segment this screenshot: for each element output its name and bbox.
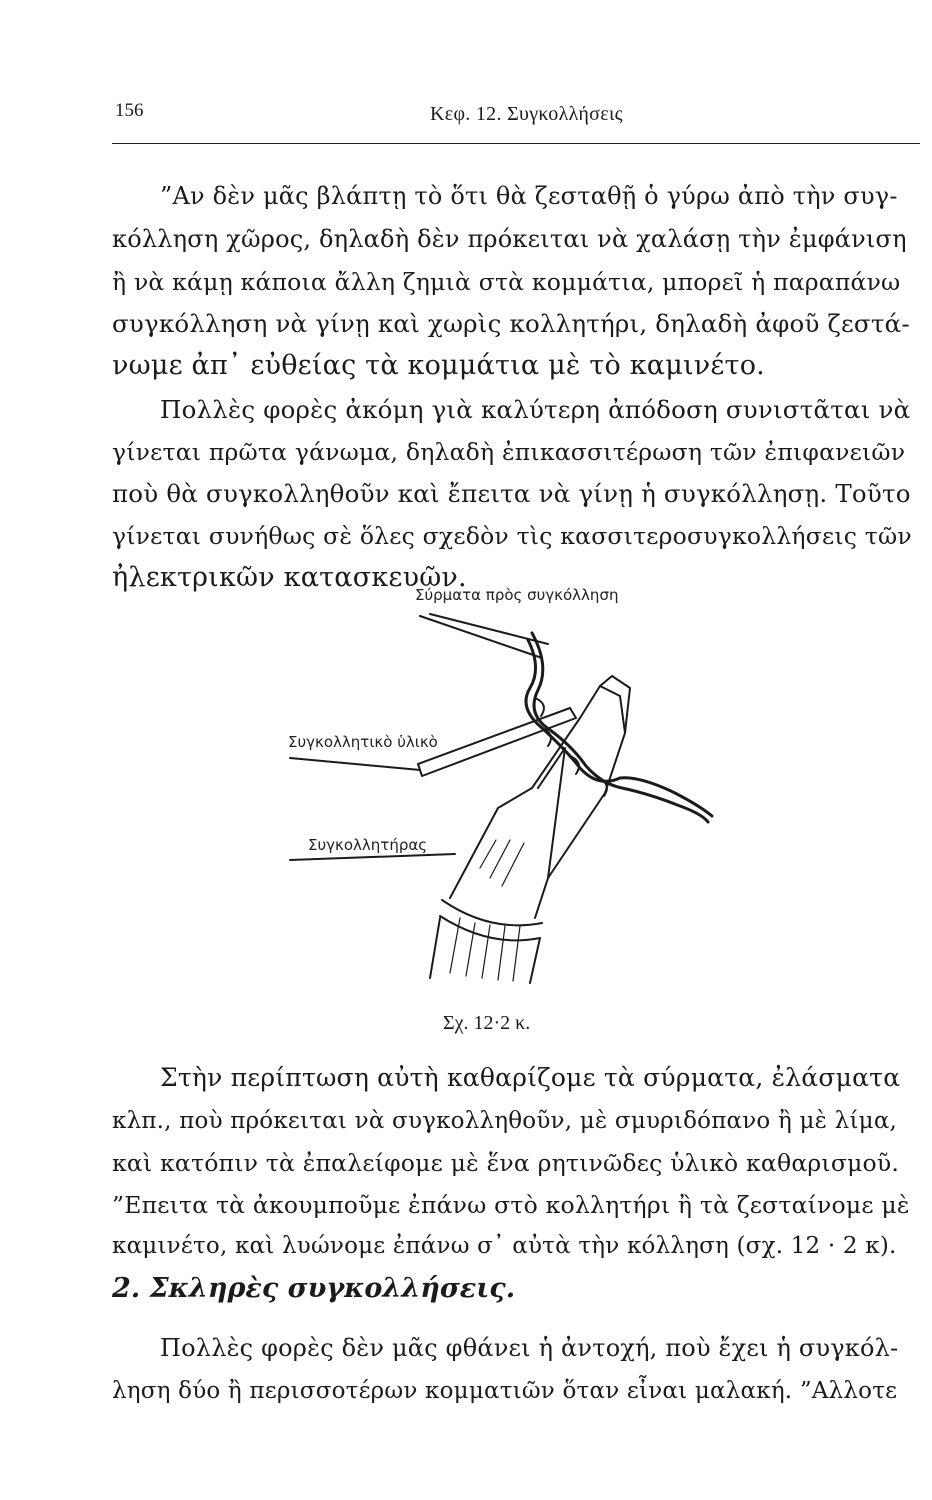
paragraph-2-line: Πολλὲς φορὲς ἀκόμη γιὰ καλύτερη ἀπόδοση συνιστᾶται νὰ	[160, 395, 911, 424]
paragraph-2-line: γίνεται πρῶτα γάνωμα, δηλαδὴ ἐπικασσιτέρωση τῶν ἐπιφανειῶν	[112, 438, 906, 466]
solder-leader-line	[290, 758, 420, 770]
paragraph-2-line: γίνεται συνήθως σὲ ὅλες σχεδὸν τὶς κασσιτεροσυγκολλήσεις τῶν	[112, 522, 912, 550]
section-heading: 2. Σκληρὲς συγκολλήσεις.	[112, 1273, 516, 1304]
figure-caption: Σχ. 12·2 κ.	[443, 1012, 531, 1034]
iron-handle-edge	[530, 938, 540, 983]
label-solder: Συγκολλητικὸ ὑλικὸ	[288, 733, 438, 751]
paragraph-4-line: ληση δύο ἢ περισσοτέρων κομματιῶν ὅταν εἶναι μαλακή. ”Αλλοτε	[112, 1378, 898, 1404]
paragraph-1-line: κόλληση χῶρος, δηλαδὴ δὲν πρόκειται νὰ χαλάσῃ τὴν ἐμφάνιση	[112, 225, 907, 253]
page-number: 156	[115, 100, 144, 121]
paragraph-3-line: Στὴν περίπτωση αὐτὴ καθαρίζομε τὰ σύρματα, ἐλάσματα	[160, 1063, 901, 1092]
twisted-wire	[526, 640, 712, 816]
label-wires: Σύρματα πρὸς συγκόλληση	[415, 586, 619, 604]
paragraph-1-line: ”Αν δὲν μᾶς βλάπτῃ τὸ ὅτι θὰ ζεσταθῇ ὁ γύρω ἀπὸ τὴν συγ-	[160, 182, 898, 210]
paragraph-3-line: καμινέτο, καὶ λυώνομε ἐπάνω σ᾽ αὐτὰ τὴν κόλληση (σχ. 12 · 2 κ).	[112, 1233, 897, 1259]
paragraph-1-line: ἢ νὰ κάμῃ κάποια ἄλλη ζημιὰ στὰ κομμάτια, μπορεῖ ἡ παραπάνω	[112, 268, 901, 296]
paragraph-3-line: κλπ., ποὺ πρόκειται νὰ συγκολληθοῦν, μὲ σμυριδόπανο ἢ μὲ λίμα,	[112, 1108, 898, 1134]
paragraph-2-line: ποὺ θὰ συγκολληθοῦν καὶ ἔπειτα νὰ γίνῃ ἡ συγκόλλησῃ. Τοῦτο	[112, 479, 911, 508]
header-rule	[112, 143, 920, 144]
running-head: Κεφ. 12. Συγκολλήσεις	[430, 103, 623, 125]
iron-handle-edge	[430, 918, 440, 978]
paragraph-4-line: Πολλὲς φορὲς δὲν μᾶς φθάνει ἡ ἀντοχή, ποὺ ἔχει ἡ συγκόλ-	[160, 1334, 899, 1362]
paragraph-2-line: ἠλεκτρικῶν κατασκευῶν.	[112, 562, 467, 593]
body-hatching	[480, 840, 524, 886]
paragraph-3-line: ”Επειτα τὰ ἀκουμποῦμε ἐπάνω στὸ κολλητήρι ἢ τὰ ζεσταίνομε μὲ	[112, 1191, 910, 1219]
label-iron: Συγκολλητήρας	[308, 836, 428, 854]
iron-leader-line	[290, 854, 455, 860]
paragraph-1-line: συγκόλληση νὰ γίνῃ καὶ χωρὶς κολλητήρι, δηλαδὴ ἀφοῦ ζεστά-	[112, 309, 910, 338]
soldering-iron-tip	[600, 676, 630, 733]
iron-band	[442, 900, 542, 925]
soldering-figure	[280, 578, 740, 988]
paragraph-1-line: νωμε ἀπ᾽ εὐθείας τὰ κομμάτια μὲ τὸ καμινέτο.	[112, 350, 765, 381]
soldering-drawing	[280, 578, 740, 988]
paragraph-3-line: καὶ κατόπιν τὰ ἐπαλείφομε μὲ ἕνα ρητινῶδες ὑλικὸ καθαρισμοῦ.	[112, 1149, 900, 1177]
